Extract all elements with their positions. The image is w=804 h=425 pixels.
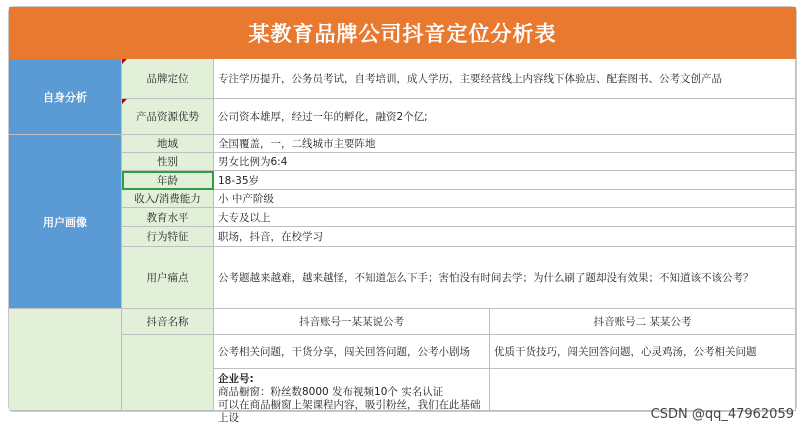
row-value-gender: 男女比例为6:4 <box>214 153 796 171</box>
row-label-age[interactable]: 年龄 <box>122 171 214 190</box>
douyin-account-1: 抖音账号一某某说公考 <box>214 309 490 335</box>
row-value-education: 大专及以上 <box>214 208 796 227</box>
comment-marker-icon <box>122 59 127 64</box>
row-label-region: 地域 <box>122 135 214 153</box>
row-label-product-advantage: 产品资源优势 <box>122 99 214 135</box>
douyin-enterprise-right-blank <box>490 369 796 411</box>
section-user-profile: 用户画像 <box>9 135 122 309</box>
row-value-income: 小 中产阶级 <box>214 190 796 208</box>
enterprise-line-1: 商品橱窗：粉丝数8000 发布视频10个 实名认证 <box>218 386 444 398</box>
row-value-region: 全国覆盖，一，二线城市主要阵地 <box>214 135 796 153</box>
row-value-brand-position: 专注学历提升，公务员考试，自考培训，成人学历，主要经营线上内容线下体验店、配套图书、公考文创产品 <box>214 59 796 99</box>
row-value-age: 18-35岁 <box>214 171 796 190</box>
table-title: 某教育品牌公司抖音定位分析表 <box>9 7 796 59</box>
section-self-analysis: 自身分析 <box>9 59 122 135</box>
row-label-income: 收入/消费能力 <box>122 190 214 208</box>
douyin-content-1: 公考相关问题，干货分享，闯关回答问题，公考小剧场 <box>214 335 490 369</box>
enterprise-line-2: 可以在商品橱窗上架课程内容，吸引粉丝，我们在此基础上设 <box>218 399 481 424</box>
douyin-content-2: 优质干货技巧，闯关回答问题，心灵鸡汤，公考相关问题 <box>490 335 796 369</box>
section-douyin-blank <box>9 309 122 411</box>
row-label-douyin-name: 抖音名称 <box>122 309 214 335</box>
row-value-pain-points: 公考题越来越难，越来越怪，不知道怎么下手；害怕没有时间去学；为什么刷了题却没有效果；不知道该不该公考？ <box>214 247 796 309</box>
row-label-gender: 性别 <box>122 153 214 171</box>
douyin-account-2: 抖音账号二 某某公考 <box>490 309 796 335</box>
comment-marker-icon <box>122 99 127 104</box>
row-value-behavior: 职场，抖音，在校学习 <box>214 227 796 247</box>
row-label-behavior: 行为特征 <box>122 227 214 247</box>
douyin-enterprise-info <box>214 369 490 424</box>
enterprise-title: 企业号: <box>218 373 254 385</box>
row-value-product-advantage: 公司资本雄厚，经过一年的孵化，融资2个亿; <box>214 99 796 135</box>
douyin-label-blank <box>122 335 214 411</box>
row-label-brand-position: 品牌定位 <box>122 59 214 99</box>
row-label-education: 教育水平 <box>122 208 214 227</box>
watermark: CSDN @qq_47962059 <box>650 407 794 422</box>
row-label-pain-points: 用户痛点 <box>122 247 214 309</box>
